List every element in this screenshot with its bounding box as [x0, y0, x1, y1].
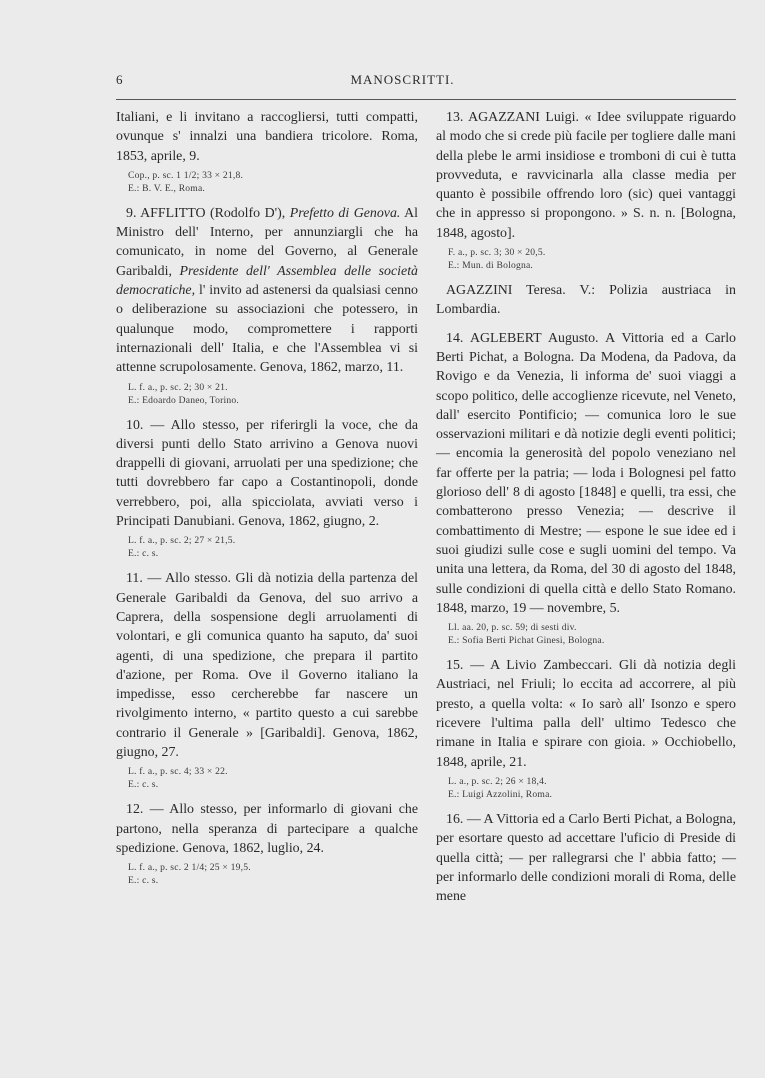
- entry-body: l' invito ad astenersi da qualsiasi cenno o deliberazione su associazioni che potessero, in qualunque modo, compromettere i rapporti internazionali dell' Italia, e che l'Assemblea vi si attenne scrupolosamente. Genova, 1862, marzo, 11.: [116, 283, 418, 376]
- right-column: [436, 108, 736, 915]
- entry-owner: E.: Sofia Berti Pichat Ginesi, Bologna.: [448, 635, 605, 647]
- entry-14: [436, 329, 736, 647]
- entry-text: 13. AGAZZANI Luigi. « Idee sviluppate riguardo al modo che si crede più facile per togliere dalle mani della plebe le armi insidiose e tromboni di cui è tutta provveduta, e ravvicinarla alla classe media per quanto è possibile offrendo loro (sic) quei vantaggi che in appresso si propongono. » S. n. n. [Bologna, 1848, agosto].: [436, 110, 736, 241]
- entry-text: [116, 204, 418, 378]
- cross-reference: [436, 281, 736, 320]
- entry-16: [436, 810, 736, 906]
- cross-reference-text: AGAZZINI Teresa. V.: Polizia austriaca in Lombardia.: [436, 283, 736, 318]
- left-column: [116, 108, 418, 896]
- entry-description: L. f. a., p. sc. 2; 27 × 21,5.: [128, 535, 236, 547]
- entry-description: F. a., p. sc. 3; 30 × 20,5.: [448, 247, 546, 259]
- entry-text: 12. — Allo stesso, per informarlo di giovani che partono, nella speranza di partecipare a qualche spedizione. Genova, 1862, luglio, 24.: [116, 802, 418, 856]
- entry-title-italic: Prefetto di Genova.: [289, 205, 401, 221]
- entry-description: L. f. a., p. sc. 2; 30 × 21.: [128, 381, 228, 393]
- entry-11: [116, 569, 418, 791]
- entry-text: 10. — Allo stesso, per riferirgli la voce, che da diversi punti dello Stato arrivino a Genova nuovi drappelli di giovani, arruolati per una spedizione; che tutti dovrebbero far capo a Costantinopoli, donde verrebbero, poi, alla spicciolata, avviati verso i Principati Danubiani. Genova, 1862, giugno, 2.: [116, 417, 418, 530]
- entry-text: 16. — A Vittoria ed a Carlo Berti Pichat, a Bologna, per esortare questo ad accettare l'uficio di Preside di quella città; — per rallegrarsi che l' abbia fatto; — per informarlo delle condizioni morali di Roma, delle mene: [436, 811, 736, 905]
- entry-10: [116, 416, 418, 561]
- entry-owner: E.: Mun. di Bologna.: [448, 260, 534, 272]
- entry-owner: E.: Edoardo Daneo, Torino.: [128, 394, 239, 406]
- entry-continuation: [116, 108, 418, 195]
- entry-owner: E.: c. s.: [128, 875, 159, 887]
- entry-owner: E.: c. s.: [128, 779, 159, 791]
- entry-text: 15. — A Livio Zambeccari. Gli dà notizia degli Austriaci, nel Friuli; lo eccita ad accorrere, al più presto, a quella volta: « Io sarò all' Isonzo e spero ricevere l'ultima palla dell' ultimo Tedesco che rimane in Italia e spirare con gioia. » Occhiobello, 1848, aprile, 21.: [436, 658, 736, 770]
- entry-15: [436, 656, 736, 801]
- entry-description: Cop., p. sc. 1 1/2; 33 × 21,8.: [128, 169, 244, 181]
- entry-description: L. f. a., p. sc. 2 1/4; 25 × 19,5.: [128, 862, 251, 874]
- entry-text: 11. — Allo stesso. Gli dà notizia della partenza del Generale Garibaldi da Genova, del suo arrivo a Caprera, della sospensione degli arruolamenti di volontari, e gli comunica quanto ha saputo, da' suoi agenti, di una spedizione, che prepara il partito d'azione, per Roma. Ove il Governo italiano la impedisse, esso cercherebbe far nascere un rivolgimento interno, « partito questo a cui sarebbe contrario il Generale » [Garibaldi]. Genova, 1862, giugno, 27.: [116, 571, 418, 761]
- entry-owner: E.: B. V. E., Roma.: [128, 182, 206, 194]
- entry-lead: 9. AFFLITTO (Rodolfo D'),: [126, 205, 290, 221]
- entry-description: Ll. aa. 20, p. sc. 59; di sesti div.: [448, 622, 577, 634]
- running-title: MANOSCRITTI.: [350, 72, 455, 87]
- entry-owner: E.: Luigi Azzolini, Roma.: [448, 788, 553, 800]
- entry-description: L. f. a., p. sc. 4; 33 × 22.: [128, 766, 228, 778]
- header-rule: [116, 99, 736, 100]
- entry-title-italic: Presidente dell' Assemblea delle società democratiche,: [116, 263, 419, 299]
- entry-description: L. a., p. sc. 2; 26 × 18,4.: [448, 775, 547, 787]
- entry-owner: E.: c. s.: [128, 548, 159, 560]
- entry-13: [436, 108, 736, 272]
- entry-body: Al Ministro dell' Interno, per annunziargli che ha comunicato, in nome del Governo, al Generale Garibaldi,: [116, 205, 418, 279]
- page-number: 6: [116, 72, 123, 87]
- page-header: [0, 64, 765, 86]
- entry-text: 14. AGLEBERT Augusto. A Vittoria ed a Carlo Berti Pichat, a Bologna. Da Modena, da Padova, da Rovigo e da Venezia, li informa de' suoi viaggi a scopo politico, delle accoglienze ricevute, nel Veneto, dall' esercito Pontificio; — comunica loro le sue osservazioni militari e dà notizie degli eventi politici; — encomia la generosità del popolo veneziano nel far offerte per la patria; — loda i Bolognesi pel fatto glorioso dell' 8 di agosto [1848] e quelli, tra essi, che combatterono presso Venezia; — descrive il combattimento di Mestre; — espone le sue idee ed i suoi giudizi sulle cose e sugli uomini del tempo. Va unita una lettera, da Roma, del 30 di agosto del 1848, sulle condizioni di quella città e dello Stato Romano. 1848, marzo, 19 — novembre, 5.: [436, 330, 736, 616]
- entry-9: [116, 204, 418, 407]
- entry-12: [116, 800, 418, 887]
- entry-text: Italiani, e li invitano a raccogliersi, tutti compatti, ovunque s' innalzi una bandiera tricolore. Roma, 1853, aprile, 9.: [116, 110, 418, 164]
